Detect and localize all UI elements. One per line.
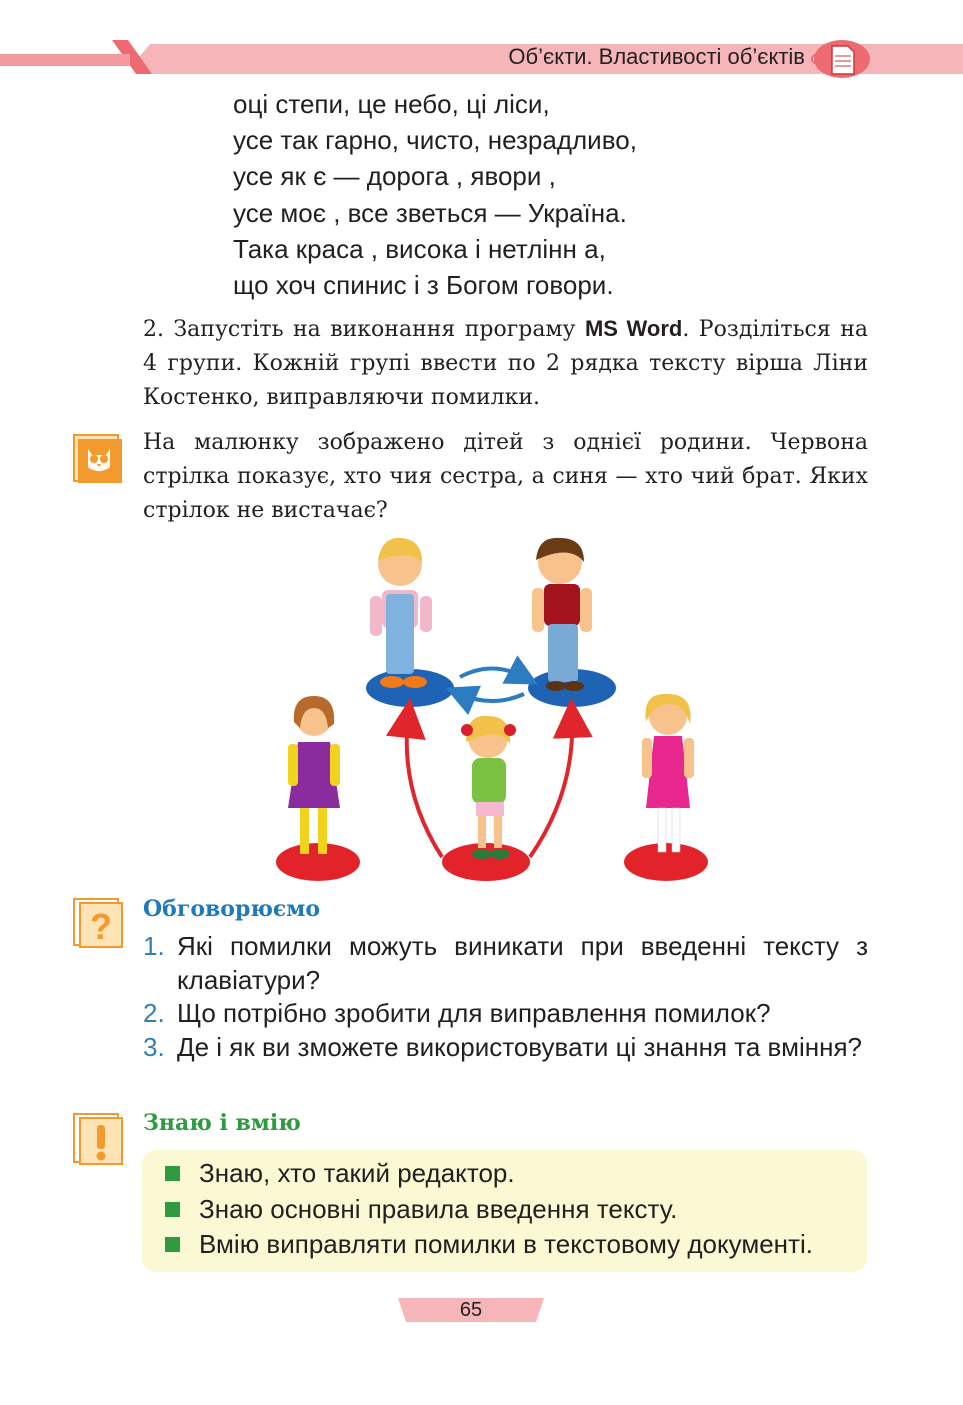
page-number-text: 65: [459, 1299, 483, 1321]
item-text: Де і як ви зможете використовувати ці знання та вміння?: [177, 1031, 862, 1062]
girl-purple-dress: [288, 696, 340, 854]
know-list: [165, 1156, 813, 1263]
question-icon: [72, 897, 126, 951]
list-item: [165, 1227, 813, 1263]
bullet-square-icon: [165, 1202, 180, 1217]
list-item: [143, 930, 868, 997]
poem: [233, 86, 637, 303]
boy-blue-overalls: [370, 538, 432, 688]
header-title: Об’єкти. Властивості об’єктів: [508, 44, 805, 69]
task-text: Запустіть на виконання програму: [173, 317, 576, 342]
girl-green-sweater: [461, 716, 516, 859]
discuss-list: [143, 930, 868, 1064]
item-number: 3.: [143, 1031, 165, 1062]
blue-platform: [366, 669, 454, 707]
item-text: Вмію виправляти помилки в текстовому документі.: [199, 1229, 813, 1259]
list-item: [143, 997, 868, 1031]
item-text: Що потрібно зробити для виправлення помилок?: [177, 998, 771, 1028]
item-text: Які помилки можуть виникати при введенні тексту з клавіатури?: [177, 931, 868, 995]
list-item: [165, 1156, 813, 1192]
bullet-square-icon: [165, 1237, 180, 1252]
svg-text:?: ?: [90, 906, 112, 947]
program-name: MS Word: [584, 316, 683, 341]
blue-arrow: [460, 694, 524, 701]
bullet-square-icon: [165, 1166, 180, 1181]
poem-line: Така краса , висока і нетлінн а,: [233, 233, 606, 264]
page-number: [398, 1298, 544, 1322]
owl-icon: [72, 433, 124, 485]
task-2: [143, 312, 868, 415]
boy-red-shirt: [532, 538, 592, 691]
task-text: . Розділіться на 4 групи. Кожній групі ввести по 2 рядка тексту вірша Ліни Костенко, виправляючи помилки.: [143, 317, 868, 410]
poem-line: усе так гарно, чисто, незрадливо,: [233, 125, 637, 156]
list-item: [165, 1192, 813, 1228]
item-text: Знаю основні правила введення тексту.: [199, 1193, 678, 1224]
poem-line: що хоч спинис і з Богом говори.: [233, 270, 614, 301]
task-number: 2.: [143, 317, 164, 342]
item-number: 2.: [143, 998, 165, 1028]
blue-arrow: [460, 669, 524, 678]
poem-line: усе як є — дорога , явори ,: [233, 161, 556, 192]
document-icon: [810, 38, 872, 80]
family-illustration: [270, 532, 720, 888]
red-platform: [442, 843, 530, 881]
item-text: Знаю, хто такий редактор.: [199, 1158, 515, 1188]
poem-line: оці степи, це небо, ці ліси,: [233, 89, 550, 119]
discuss-title: Обговорюємо: [143, 896, 321, 922]
red-arrow: [407, 718, 442, 857]
girl-pink-dress: [642, 694, 694, 852]
task-3: На малюнку зображено дітей з однієї родини. Червона стрілка показує, хто чия сестра, а синя — хто чий брат. Яких стрілок не вистачає?: [143, 430, 868, 523]
exclamation-icon: [72, 1112, 126, 1168]
list-item: [143, 1031, 868, 1065]
red-arrow: [530, 718, 572, 857]
item-number: 1.: [143, 931, 165, 961]
know-title: Знаю і вмію: [143, 1110, 301, 1136]
poem-line: усе моє , все зветься — Україна.: [233, 197, 627, 228]
